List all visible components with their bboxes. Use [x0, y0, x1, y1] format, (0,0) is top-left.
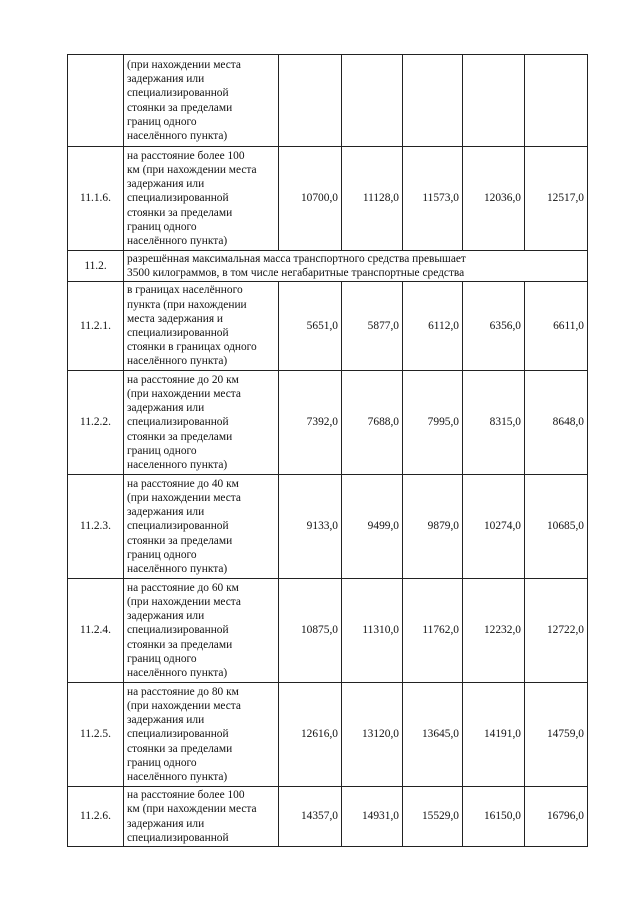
- row-description: на расстояние более 100 км (при нахождении места задержания или специализированной: [124, 787, 279, 847]
- row-description: на расстояние более 100 км (при нахождении места задержания или специализированной стоянки за пределами границ одного населённого пункта): [124, 147, 279, 251]
- row-description: на расстояние до 80 км (при нахождении места задержания или специализированной стоянки за пределами границ одного населённого пункта): [124, 683, 279, 787]
- table-row: [68, 579, 588, 683]
- rate-value: 11573,0: [403, 147, 463, 251]
- rate-value: 9499,0: [342, 475, 403, 579]
- rate-value: 16796,0: [525, 787, 588, 847]
- row-number: 11.2.3.: [68, 475, 124, 579]
- rate-value: 14759,0: [525, 683, 588, 787]
- rate-value: 13645,0: [403, 683, 463, 787]
- row-number: 11.2.6.: [68, 787, 124, 847]
- row-description: на расстояние до 40 км (при нахождении места задержания или специализированной стоянки за пределами границ одного населённого пункта): [124, 475, 279, 579]
- rate-value: 10274,0: [463, 475, 525, 579]
- rate-value: 10875,0: [279, 579, 342, 683]
- row-description: (при нахождении места задержания или специализированной стоянки за пределами границ одного населённого пункта): [124, 55, 279, 147]
- rate-value: 10700,0: [279, 147, 342, 251]
- rate-value: 16150,0: [463, 787, 525, 847]
- table-row: [68, 683, 588, 787]
- rate-value: 14357,0: [279, 787, 342, 847]
- row-number: 11.2.5.: [68, 683, 124, 787]
- row-number: 11.2.4.: [68, 579, 124, 683]
- rate-value: 14931,0: [342, 787, 403, 847]
- section-heading: разрешённая максимальная масса транспортного средства превышает 3500 килограммов, в том числе негабаритные транспортные средства: [124, 251, 588, 282]
- table-row: [68, 147, 588, 251]
- rate-value: [403, 55, 463, 147]
- row-number: 11.2.: [68, 251, 124, 282]
- row-number: 11.2.2.: [68, 371, 124, 475]
- row-description: в границах населённого пункта (при нахождении места задержания и специализированной стоянки в границах одного населённого пункта): [124, 282, 279, 371]
- row-description: на расстояние до 20 км (при нахождении места задержания или специализированной стоянки за пределами границ одного населенного пункта): [124, 371, 279, 475]
- rate-value: 14191,0: [463, 683, 525, 787]
- table-row: [68, 282, 588, 371]
- rate-value: 8648,0: [525, 371, 588, 475]
- rate-value: 11310,0: [342, 579, 403, 683]
- rate-value: 12036,0: [463, 147, 525, 251]
- rate-value: [342, 55, 403, 147]
- rate-value: 6356,0: [463, 282, 525, 371]
- rate-value: 12616,0: [279, 683, 342, 787]
- rate-value: 7995,0: [403, 371, 463, 475]
- rates-table: [67, 54, 588, 847]
- rate-value: 7392,0: [279, 371, 342, 475]
- rate-value: [525, 55, 588, 147]
- row-description: на расстояние до 60 км (при нахождении места задержания или специализированной стоянки за пределами границ одного населённого пункта): [124, 579, 279, 683]
- rate-value: [279, 55, 342, 147]
- table-row: [68, 475, 588, 579]
- rate-value: 7688,0: [342, 371, 403, 475]
- rate-value: 5651,0: [279, 282, 342, 371]
- table-row: [68, 787, 588, 847]
- rate-value: 9879,0: [403, 475, 463, 579]
- rate-value: 9133,0: [279, 475, 342, 579]
- rate-value: 12232,0: [463, 579, 525, 683]
- table-row: [68, 55, 588, 147]
- rate-value: 13120,0: [342, 683, 403, 787]
- rate-value: 11128,0: [342, 147, 403, 251]
- row-number: 11.2.1.: [68, 282, 124, 371]
- rate-value: 10685,0: [525, 475, 588, 579]
- rate-value: 5877,0: [342, 282, 403, 371]
- section-row: [68, 251, 588, 282]
- row-number: 11.1.6.: [68, 147, 124, 251]
- rate-value: 6112,0: [403, 282, 463, 371]
- rate-value: 11762,0: [403, 579, 463, 683]
- rate-value: 12517,0: [525, 147, 588, 251]
- table-row: [68, 371, 588, 475]
- rate-value: 6611,0: [525, 282, 588, 371]
- rate-value: 8315,0: [463, 371, 525, 475]
- rate-value: 15529,0: [403, 787, 463, 847]
- rate-value: 12722,0: [525, 579, 588, 683]
- rate-value: [463, 55, 525, 147]
- row-number: [68, 55, 124, 147]
